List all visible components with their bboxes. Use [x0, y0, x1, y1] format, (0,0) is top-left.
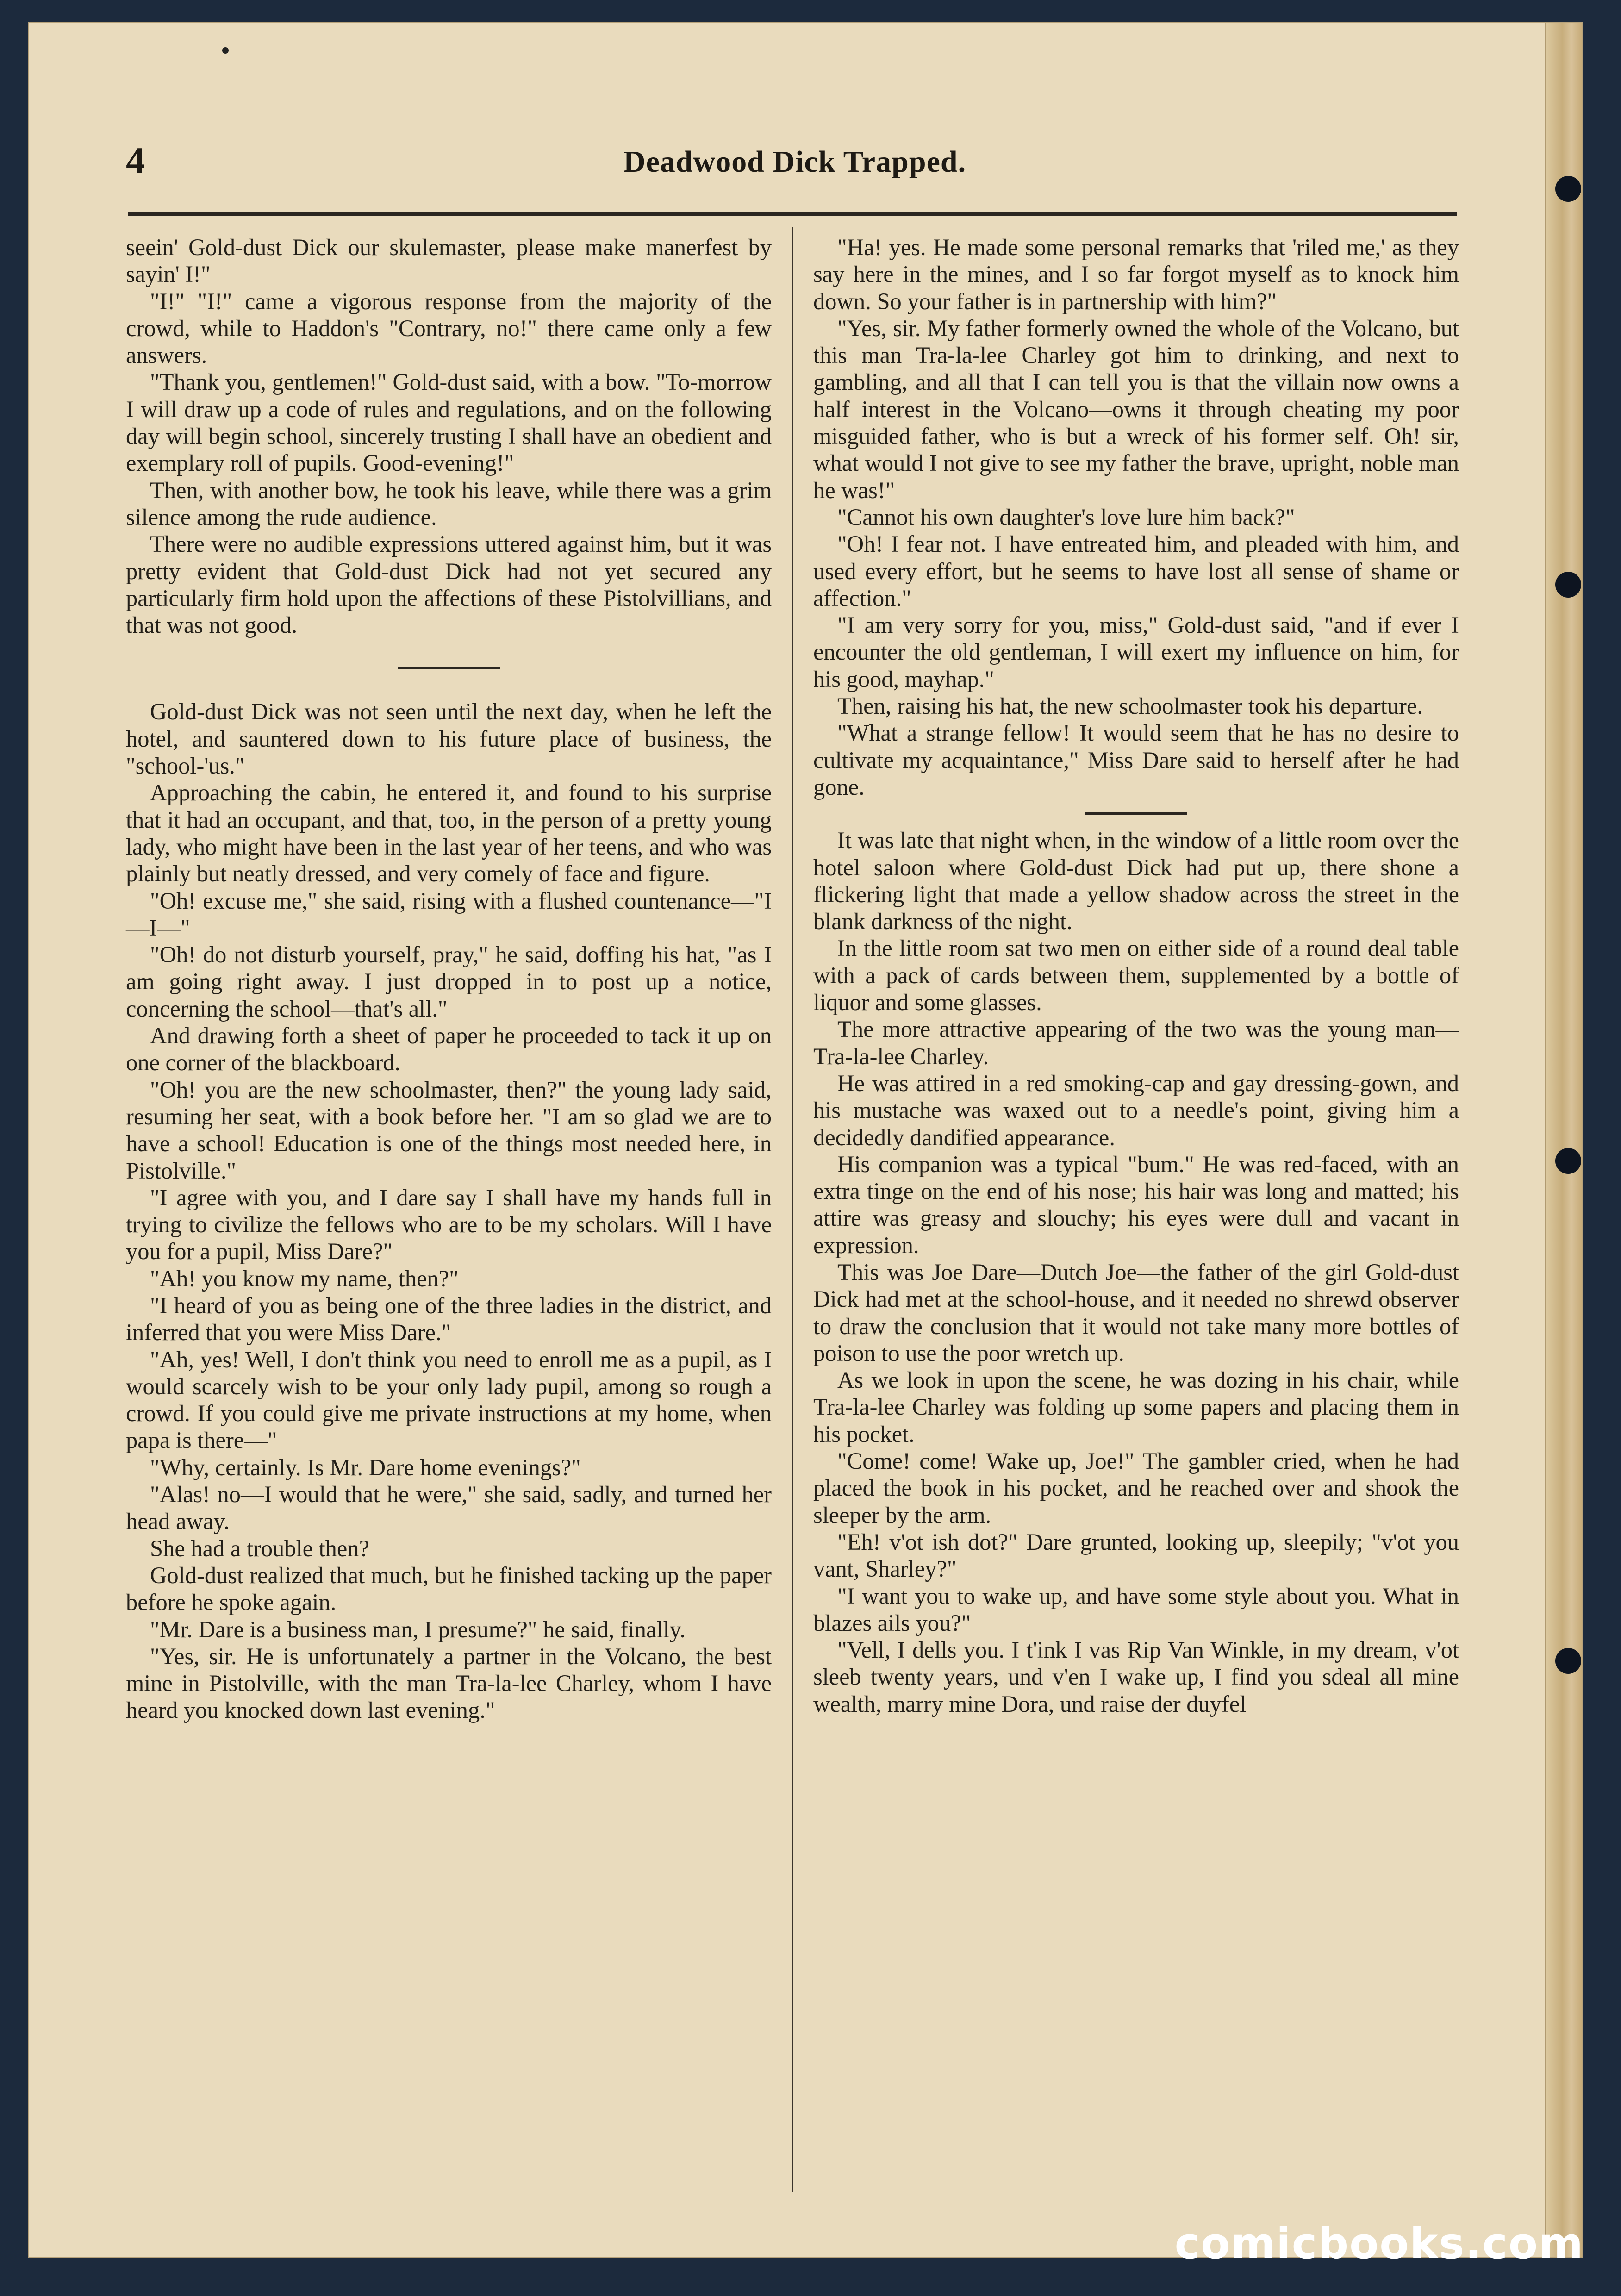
staple-hole	[1555, 176, 1581, 202]
paragraph: "Cannot his own daughter's love lure him back?"	[837, 504, 1295, 530]
paragraph: Then, with another bow, he took his leave, while there was a grim silence among the rude audience.	[126, 477, 772, 530]
paragraph: "Alas! no—I would that he were," she said, sadly, and turned her head away.	[126, 1481, 772, 1535]
paragraph: "Oh! you are the new schoolmaster, then?" the young lady said, resuming her seat, with a book before her. "I am so glad we are to have a school! Education is one of the things most needed here, in Pistolville."	[126, 1076, 772, 1184]
paragraph: And drawing forth a sheet of paper he proceeded to tack it up on one corner of the blackboard.	[126, 1023, 772, 1076]
ink-speck	[222, 47, 229, 54]
paragraph: Then, raising his hat, the new schoolmaster took his departure.	[837, 693, 1423, 719]
book-page	[28, 22, 1583, 2258]
staple-hole	[1555, 1148, 1581, 1174]
paragraph: "Ha! yes. He made some personal remarks that 'riled me,' as they say here in the mines, and I so far forgot myself as to knock him down. So your father is in partnership with him?"	[813, 234, 1459, 314]
paragraph: "Eh! v'ot ish dot?" Dare grunted, looking up, sleepily; "v'ot you vant, Sharley?"	[813, 1529, 1459, 1582]
paragraph: His companion was a typical "bum." He was red-faced, with an extra tinge on the end of his nose; his hair was long and matted; his attire was greasy and slouchy; his eyes were dull and vacant in expression.	[813, 1151, 1459, 1258]
staple-hole	[1555, 572, 1581, 598]
header-rule	[128, 212, 1457, 216]
paragraph: In the little room sat two men on either side of a round deal table with a pack of cards between them, supplemented by a bottle of liquor and some glasses.	[813, 935, 1459, 1016]
paragraph: He was attired in a red smoking-cap and gay dressing-gown, and his mustache was waxed out to a needle's point, giving him a decidedly dandified appearance.	[813, 1070, 1459, 1150]
paragraph: seein' Gold-dust Dick our skulemaster, please make manerfest by sayin' I!"	[126, 234, 772, 287]
running-title: Deadwood Dick Trapped.	[623, 145, 966, 179]
paragraph: There were no audible expressions uttered against him, but it was pretty evident that Gold-dust Dick had not yet secured any particularly firm hold upon the affections of these Pistolvillians, and that was not good.	[126, 531, 772, 638]
paragraph: "Oh! excuse me," she said, rising with a flushed countenance—"I—I—"	[126, 887, 772, 941]
paragraph: "Come! come! Wake up, Joe!" The gambler cried, when he had placed the book in his pocket, and he reached over and shook the sleeper by the arm.	[813, 1448, 1459, 1528]
paragraph: "Yes, sir. He is unfortunately a partner in the Volcano, the best mine in Pistolville, with the man Tra-la-lee Charley, whom I have heard you knocked down last evening."	[126, 1643, 772, 1723]
paragraph: "Vell, I dells you. I t'ink I vas Rip Van Winkle, in my dream, v'ot sleeb twenty years, und v'en I wake up, I find you sdeal all mine wealth, marry mine Dora, und raise der duyfel	[813, 1637, 1459, 1717]
paragraph: The more attractive appearing of the two was the young man—Tra-la-lee Charley.	[813, 1016, 1459, 1069]
paragraph: She had a trouble then?	[150, 1535, 369, 1561]
paragraph: "Oh! I fear not. I have entreated him, and pleaded with him, and used every effort, but he seems to have lost all sense of shame or affection."	[813, 531, 1459, 611]
section-break	[398, 667, 500, 669]
paragraph: "I heard of you as being one of the three ladies in the district, and inferred that you were Miss Dare."	[126, 1292, 772, 1346]
paragraph: "Thank you, gentlemen!" Gold-dust said, with a bow. "To-morrow I will draw up a code of rules and regulations, and on the following day will begin school, sincerely trusting I shall have an obedient and exemplary roll of pupils. Good-evening!"	[126, 369, 772, 476]
page-number: 4	[126, 139, 145, 181]
paragraph: "Yes, sir. My father formerly owned the whole of the Volcano, but this man Tra-la-lee Charley got him to drinking, and next to gambling, and all that I can tell you is that the villain now owns a half interest in the Volcano—owns it through cheating my poor misguided father, who is but a wreck of his former self. Oh! sir, what would I not give to see my father the brave, upright, noble man he was!"	[813, 315, 1459, 503]
left-column	[126, 234, 772, 1724]
paragraph: This was Joe Dare—Dutch Joe—the father of the girl Gold-dust Dick had met at the school-house, and it needed no shrewd observer to draw the conclusion that it would not take many more bottles of poison to use the poor wretch up.	[813, 1259, 1459, 1366]
paragraph: "I want you to wake up, and have some style about you. What in blazes ails you?"	[813, 1583, 1459, 1636]
paragraph: "Ah, yes! Well, I don't think you need to enroll me as a pupil, as I would scarcely wish to be your only lady pupil, among so rough a crowd. If you could give me private instructions at my home, when papa is there—"	[126, 1346, 772, 1454]
paragraph: "Oh! do not disturb yourself, pray," he said, doffing his hat, "as I am going right away. I just dropped in to post up a notice, concerning the school—that's all."	[126, 942, 772, 1022]
paragraph: As we look in upon the scene, he was dozing in his chair, while Tra-la-lee Charley was folding up some papers and placing them in his pocket.	[813, 1367, 1459, 1447]
watermark: comicbooks.com	[1174, 2219, 1584, 2268]
column-divider	[792, 227, 793, 2192]
page-header	[126, 139, 1464, 204]
paragraph: "I!" "I!" came a vigorous response from the majority of the crowd, while to Haddon's "Contrary, no!" there came only a few answers.	[126, 288, 772, 368]
staple-hole	[1555, 1648, 1581, 1674]
paragraph: "What a strange fellow! It would seem that he has no desire to cultivate my acquaintance," Miss Dare said to herself after he had gone.	[813, 720, 1459, 800]
page-binding-edge	[1545, 23, 1582, 2257]
right-column	[813, 234, 1459, 1717]
paragraph: "Why, certainly. Is Mr. Dare home evenings?"	[150, 1454, 581, 1480]
paragraph: Gold-dust realized that much, but he finished tacking up the paper before he spoke again.	[126, 1562, 772, 1616]
paragraph: It was late that night when, in the window of a little room over the hotel saloon where Gold-dust Dick had put up, there shone a flickering light that made a yellow shadow across the street in the blank darkness of the night.	[813, 827, 1459, 935]
paragraph: Gold-dust Dick was not seen until the next day, when he left the hotel, and sauntered down to his future place of business, the "school-'us."	[126, 699, 772, 779]
paragraph: "I am very sorry for you, miss," Gold-dust said, "and if ever I encounter the old gentleman, I will exert my influence on him, for his good, mayhap."	[813, 612, 1459, 692]
section-break	[1085, 812, 1187, 815]
paragraph: "I agree with you, and I dare say I shall have my hands full in trying to civilize the fellows who are to be my scholars. Will I have you for a pupil, Miss Dare?"	[126, 1184, 772, 1265]
paragraph: "Mr. Dare is a business man, I presume?" he said, finally.	[150, 1616, 686, 1642]
paragraph: "Ah! you know my name, then?"	[150, 1265, 459, 1292]
paragraph: Approaching the cabin, he entered it, and found to his surprise that it had an occupant, and that, too, in the person of a pretty young lady, who might have been in the last year of her teens, and who was plainly but neatly dressed, and very comely of face and figure.	[126, 780, 772, 887]
